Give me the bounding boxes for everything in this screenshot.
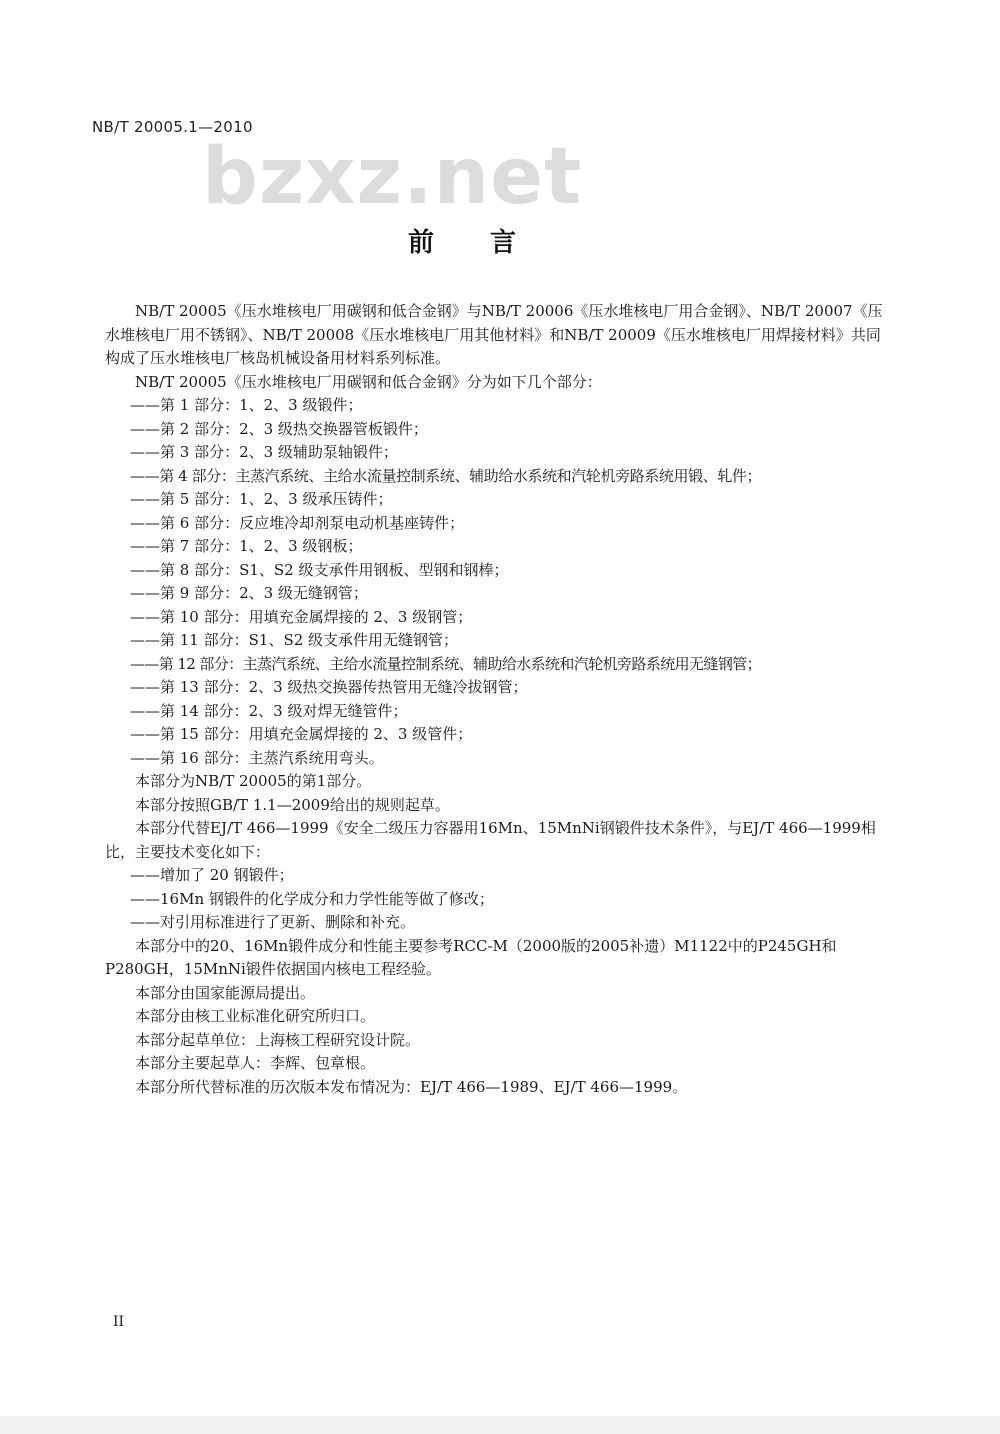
drafters-paragraph: 本部分主要起草人：李辉、包章根。 [135,1054,376,1072]
list-item: ——第 15 部分：用填充金属焊接的 2、3 级管件； [130,725,473,743]
list-item: ——第 1 部分：1、2、3 级锻件； [130,396,363,414]
list-item: ——第 8 部分：S1、S2 级支承件用钢板、型钢和钢棒； [130,560,509,579]
change-item: ——增加了 20 钢锻件； [130,866,294,884]
list-item: ——第 12 部分：主蒸汽系统、主给水流量控制系统、辅助给水系统和汽轮机旁路系统用无缝钢管； [130,654,762,673]
list-item: ——第 2 部分：2、3 级热交换器管板锻件； [130,419,428,438]
list-item: ——第 10 部分：用填充金属焊接的 2、3 级钢管； [130,607,473,626]
change-item: ——16Mn 钢锻件的化学成分和力学性能等做了修改； [130,889,494,908]
document-body [105,300,895,1099]
list-item: ——第 6 部分：反应堆冷却剂泵电动机基座铸件； [130,513,465,532]
reference-paragraph: 本部分中的20、16Mn锻件成分和性能主要参考RCC-M（2000版的2005补遗）M1122中的P245GH和P280GH，15MnNi锻件依据国内核电工程经验。 [105,936,837,978]
part-of-paragraph: 本部分为NB/T 20005的第1部分。 [135,772,372,790]
proposer-paragraph: 本部分由国家能源局提出。 [135,983,316,1002]
replaces-paragraph: 本部分代替EJ/T 466—1999《安全二级压力容器用16Mn、15MnNi钢锻件技术条件》，与EJ/T 466—1999相比，主要技术变化如下： [105,819,876,861]
list-item: ——第 7 部分：1、2、3 级钢板； [130,537,363,555]
version-history-paragraph: 本部分所代替标准的历次版本发布情况为：EJ/T 466—1989、EJ/T 466—1999。 [135,1077,688,1096]
list-item: ——第 14 部分：2、3 级对焊无缝管件； [130,701,408,720]
parts-intro-paragraph: NB/T 20005《压水堆核电厂用碳钢和低合金钢》分为如下几个部分： [135,372,602,391]
drafting-rule-paragraph: 本部分按照GB/T 1.1—2009给出的规则起草。 [135,795,450,814]
centralized-by-paragraph: 本部分由核工业标准化研究所归口。 [135,1007,376,1025]
page-title: 前言 [407,228,572,258]
list-item: ——第 4 部分：主蒸汽系统、主给水流量控制系统、辅助给水系统和汽轮机旁路系统用锻、轧件； [130,466,762,485]
change-item: ——对引用标准进行了更新、删除和补充。 [130,913,416,931]
bottom-scroll-bar [0,1416,1000,1434]
list-item: ——第 16 部分：主蒸汽系统用弯头。 [130,748,384,767]
watermark: bzxz.net [202,132,583,222]
list-item: ——第 9 部分：2、3 级无缝钢管； [130,584,368,602]
list-item: ——第 5 部分：1、2、3 级承压铸件； [130,490,393,508]
standard-code-header: NB/T 20005.1—2010 [92,118,253,136]
intro-paragraph: NB/T 20005《压水堆核电厂用碳钢和低合金钢》与NB/T 20006《压水堆核电厂用合金钢》、NB/T 20007《压水堆核电厂用不锈钢》、NB/T 20008《压水堆核电厂用其他材料》和NB/T 20009《压水堆核电厂用焊接材料》共同构成了压水堆核电厂核岛机械设备用材料系列标准。 [105,302,883,367]
list-item: ——第 3 部分：2、3 级辅助泵轴锻件； [130,443,398,461]
drafting-unit-paragraph: 本部分起草单位：上海核工程研究设计院。 [135,1030,421,1049]
page-number: II [113,1314,125,1330]
list-item: ——第 13 部分：2、3 级热交换器传热管用无缝冷拔钢管； [130,678,528,696]
list-item: ——第 11 部分：S1、S2 级支承件用无缝钢管； [130,631,459,649]
